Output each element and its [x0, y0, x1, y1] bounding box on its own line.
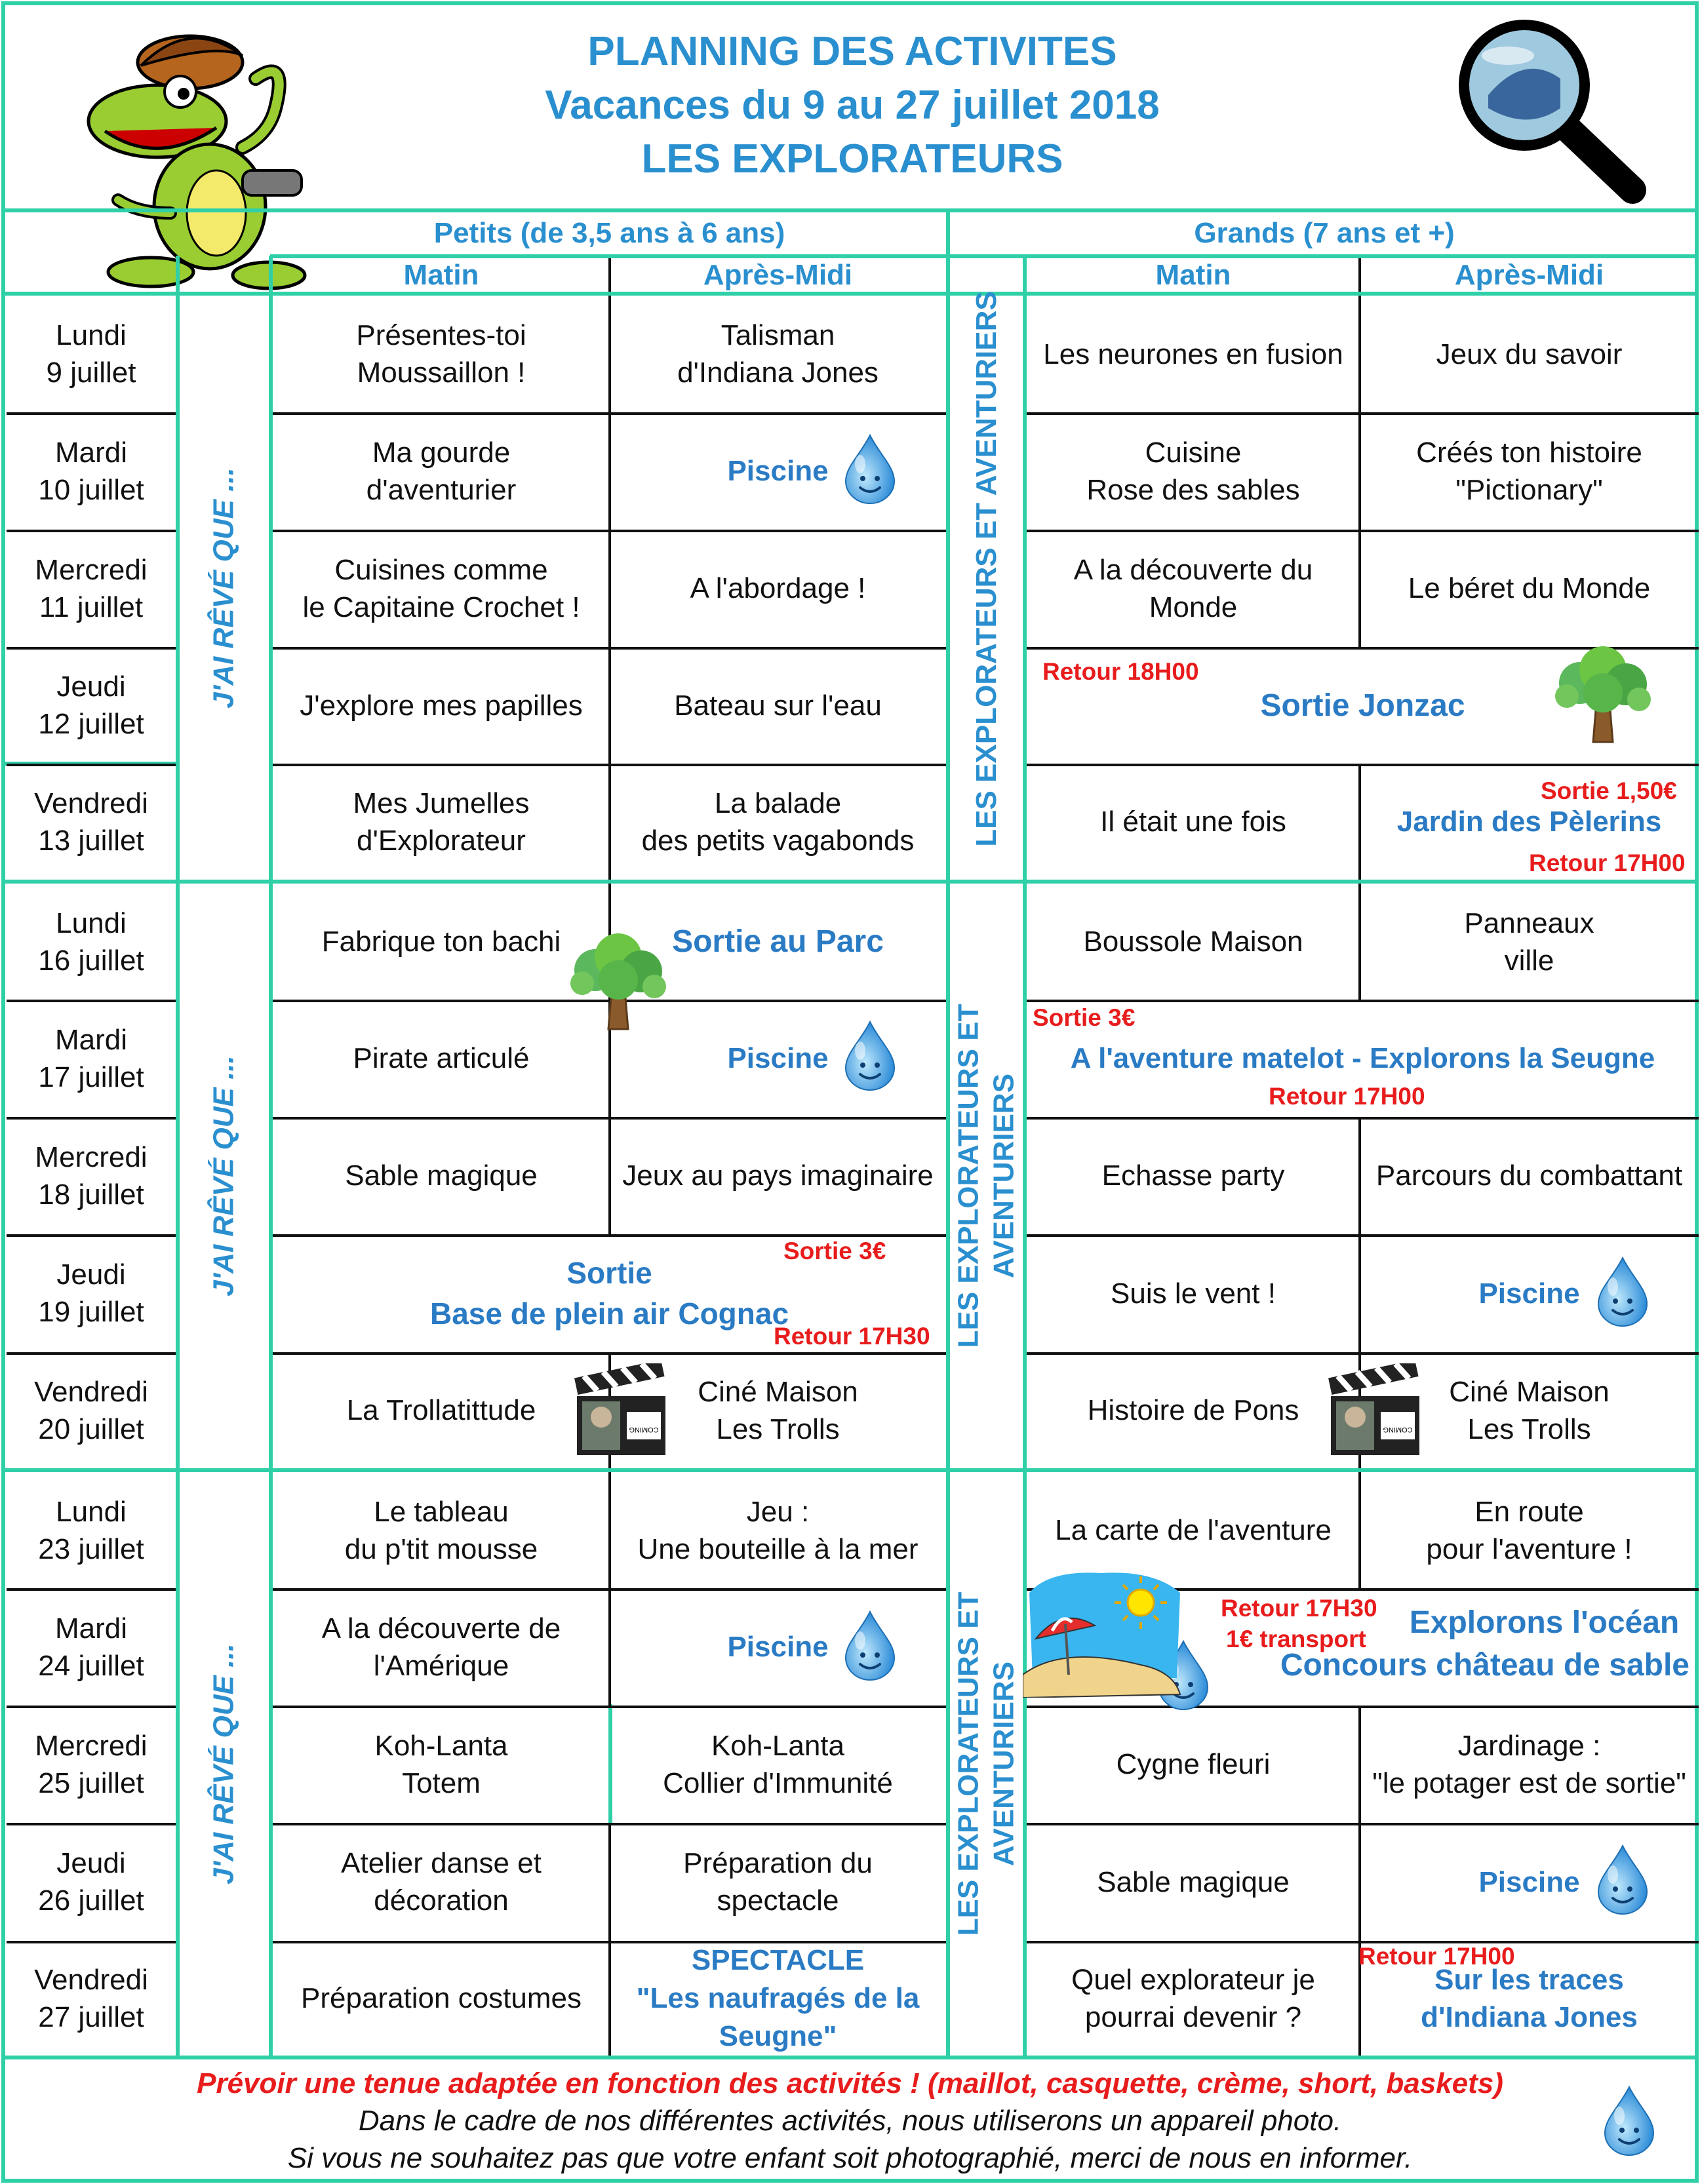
day-label: Vendredi 20 juillet: [34, 1375, 148, 1445]
activity-cell: Le tableau du p'tit mousse: [344, 1495, 538, 1565]
explorers-label-week-2: LES EXPLORATEURS ET AVENTURIERS: [952, 1004, 1020, 1348]
col-header-petits-apres-midi: Après-Midi: [703, 258, 853, 291]
activity-cell: A la découverte de l'Amérique: [321, 1612, 561, 1682]
day-label: Lundi 23 juillet: [38, 1495, 144, 1565]
day-label: Vendredi 13 juillet: [34, 787, 148, 857]
outing-price-note: Sortie 3€: [783, 1238, 886, 1264]
outing-seugne: A l'aventure matelot - Explorons la Seugne: [1070, 1042, 1655, 1074]
activity-cell: Panneaux ville: [1464, 907, 1594, 977]
activity-cell: Présentes-toi Moussaillon !: [356, 319, 526, 389]
outing-jonzac: Sortie Jonzac: [1260, 688, 1465, 723]
beach-umbrella-icon: [1023, 1567, 1187, 1698]
water-drop-icon: [840, 433, 899, 505]
outing-price-note: Sortie 1,50€: [1541, 777, 1677, 804]
activity-cell: Créés ton histoire "Pictionary": [1416, 436, 1642, 506]
footer-divider: [1, 2056, 1699, 2059]
title-line-2: Vacances du 9 au 27 juillet 2018: [545, 83, 1160, 128]
activity-cell: Koh-Lanta Totem: [374, 1729, 508, 1799]
footer-consent-notice: Si vous ne souhaitez pas que votre enfant soit photographié, merci de nous en informer.: [287, 2142, 1413, 2174]
dream-label-week-1: J'AI RÊVÉ QUE ...: [208, 467, 241, 709]
activity-cell: Ma gourde d'aventurier: [366, 436, 517, 506]
return-time-note: Retour 17H00: [1358, 1943, 1515, 1970]
activity-cell: Sable magique: [1097, 1865, 1290, 1898]
outing-ocean-title: Explorons l'océan: [1409, 1605, 1680, 1640]
title-line-1: PLANNING DES ACTIVITES: [587, 29, 1117, 74]
activity-cell: Jeux au pays imaginaire: [622, 1160, 934, 1192]
activity-cell: Cygne fleuri: [1116, 1748, 1271, 1780]
footer-warning: Prévoir une tenue adaptée en fonction des activités ! (maillot, casquette, crème, short, baskets): [197, 2067, 1503, 2099]
activity-cell: Talisman d'Indiana Jones: [677, 319, 879, 389]
activity-cell: Cuisine Rose des sables: [1086, 436, 1300, 506]
activity-cell: La Trollatittude: [346, 1394, 536, 1426]
water-drop-icon: [840, 1019, 899, 1091]
activity-cell: Boussole Maison: [1083, 926, 1303, 958]
activity-cell: Koh-Lanta Collier d'Immunité: [663, 1729, 893, 1799]
activity-cell-piscine: Piscine: [727, 1631, 829, 1663]
activity-cell: La carte de l'aventure: [1055, 1514, 1332, 1546]
day-label: Jeudi 12 juillet: [38, 671, 144, 740]
day-label: Jeudi 19 juillet: [38, 1258, 144, 1328]
return-time-note: Retour 18H00: [1042, 658, 1199, 685]
explorers-label-week-3: LES EXPLORATEURS ET AVENTURIERS: [952, 1591, 1020, 1936]
day-label: Lundi 16 juillet: [38, 907, 144, 977]
activity-cell: Les neurones en fusion: [1043, 338, 1343, 370]
day-label: Mercredi 11 juillet: [35, 553, 148, 623]
activity-cell: Quel explorateur je pourrai devenir ?: [1071, 1963, 1315, 2033]
day-label: Mardi 17 juillet: [38, 1023, 144, 1093]
activity-cell: Ciné Maison Les Trolls: [698, 1375, 858, 1445]
activity-cell-piscine: Piscine: [1478, 1277, 1580, 1310]
activity-cell: Echasse party: [1101, 1160, 1285, 1192]
activity-cell: Suis le vent !: [1111, 1277, 1276, 1310]
activity-cell: Préparation costumes: [301, 1982, 582, 2014]
outing-indiana-jones: Sur les traces d'Indiana Jones: [1421, 1963, 1638, 2033]
activity-cell: Fabrique ton bachi: [321, 926, 561, 958]
explorers-label-week-1: LES EXPLORATEURS ET AVENTURIERS: [970, 291, 1002, 847]
activity-cell-piscine: Piscine: [1478, 1865, 1580, 1898]
tree-icon: [563, 931, 674, 1036]
outing-jardin-des-pelerins: Jardin des Pèlerins: [1396, 806, 1662, 838]
activity-cell: La balade des petits vagabonds: [641, 787, 915, 857]
activity-cell: Jeu : Une bouteille à la mer: [637, 1495, 919, 1565]
day-label: Mardi 24 juillet: [38, 1612, 144, 1682]
day-label: Lundi 9 juillet: [46, 319, 136, 389]
outing-price-note: Sortie 3€: [1033, 1004, 1136, 1031]
activity-cell: Atelier danse et décoration: [341, 1847, 542, 1917]
title-line-3: LES EXPLORATEURS: [641, 136, 1063, 182]
activity-cell: Mes Jumelles d'Explorateur: [353, 787, 530, 857]
day-label: Jeudi 26 juillet: [38, 1847, 144, 1917]
outing-ocean-contest: Concours château de sable: [1280, 1647, 1690, 1683]
water-drop-icon: [1593, 1255, 1652, 1327]
return-time-note: Retour 17H00: [1529, 849, 1686, 876]
svg-text:COMING: COMING: [629, 1426, 659, 1433]
return-time-note: Retour 17H30: [1221, 1595, 1377, 1622]
activity-cell: A l'abordage !: [690, 572, 866, 604]
spectacle-cell: SPECTACLE "Les naufragés de la Seugne": [636, 1943, 920, 2052]
svg-text:COMING: COMING: [1383, 1426, 1413, 1433]
activity-cell: J'explore mes papilles: [300, 689, 583, 722]
clapperboard-icon: [570, 1363, 669, 1462]
day-label: Mercredi 25 juillet: [35, 1729, 148, 1799]
dream-label-week-2: J'AI RÊVÉ QUE ...: [208, 1055, 241, 1297]
outing-parc: Sortie au Parc: [672, 924, 884, 959]
tree-icon: [1547, 644, 1659, 749]
activity-cell: Cuisines comme le Capitaine Crochet !: [302, 553, 580, 623]
activity-cell: Ciné Maison Les Trolls: [1449, 1375, 1610, 1445]
activity-cell: Histoire de Pons: [1087, 1394, 1299, 1426]
col-header-grands-matin: Matin: [1155, 258, 1231, 291]
activity-cell: Bateau sur l'eau: [674, 689, 882, 722]
activity-cell: Parcours du combattant: [1375, 1160, 1683, 1192]
group-header-petits: Petits (de 3,5 ans à 6 ans): [433, 217, 785, 249]
col-header-petits-matin: Matin: [403, 258, 479, 291]
day-label: Vendredi 27 juillet: [34, 1963, 148, 2033]
return-time-note: Retour 17H30: [774, 1323, 930, 1350]
footer-photo-notice: Dans le cadre de nos différentes activités, nous utiliserons un appareil photo.: [358, 2105, 1342, 2137]
activity-cell: Jardinage : "le potager est de sortie": [1372, 1729, 1686, 1799]
clapperboard-icon: [1324, 1363, 1423, 1462]
activity-cell: A la découverte du Monde: [1073, 553, 1313, 623]
day-label: Mardi 10 juillet: [38, 436, 144, 506]
activity-cell: Sable magique: [345, 1160, 538, 1192]
transport-price-note: 1€ transport: [1226, 1626, 1366, 1652]
day-label: Mercredi 18 juillet: [35, 1141, 148, 1211]
return-time-note: Retour 17H00: [1269, 1083, 1425, 1110]
activity-cell: En route pour l'aventure !: [1426, 1495, 1632, 1565]
activity-cell: Pirate articulé: [353, 1042, 530, 1074]
activity-cell: Jeux du savoir: [1436, 338, 1623, 370]
activity-cell-piscine: Piscine: [727, 455, 829, 487]
activity-cell-piscine: Piscine: [727, 1042, 829, 1074]
activity-cell: Le béret du Monde: [1408, 572, 1651, 604]
activity-cell: Il était une fois: [1100, 806, 1286, 838]
dream-label-week-3: J'AI RÊVÉ QUE ...: [208, 1643, 241, 1884]
water-drop-icon: [840, 1609, 899, 1681]
col-header-grands-apres-midi: Après-Midi: [1454, 258, 1604, 291]
group-header-grands: Grands (7 ans et +): [1194, 217, 1455, 249]
activity-cell: Préparation du spectacle: [683, 1847, 873, 1917]
outing-cognac: Sortie Base de plein air Cognac: [429, 1256, 789, 1331]
water-drop-icon: [1593, 1843, 1652, 1915]
